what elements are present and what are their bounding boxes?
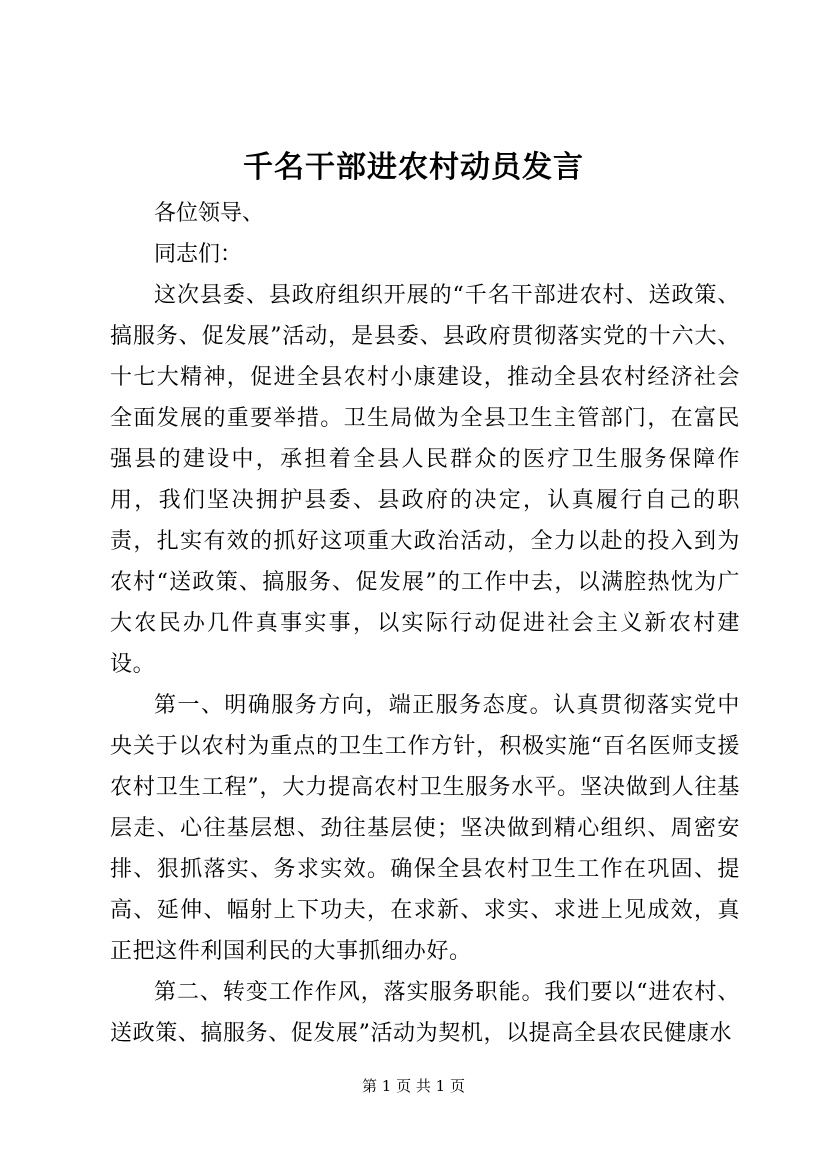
page-footer: 第 1 页 共 1 页: [362, 1077, 465, 1095]
document-title: 千名干部进农村动员发言: [243, 150, 584, 185]
document-body: [110, 193, 740, 1054]
paragraph-first-point: 第一、明确服务方向，端正服务态度。认真贯彻落实党中央关于以农村为重点的卫生工作方针，积极实施“百名医师支援农村卫生工程”，大力提高农村卫生服务水平。坚决做到人往基层走、心往基层想、劲往基层使；坚决做到精心组织、周密安排、狠抓落实、务求实效。确保全县农村卫生工作在巩固、提高、延伸、幅射上下功夫，在求新、求实、求进上见成效，真正把这件利国利民的大事抓细办好。: [110, 693, 740, 964]
paragraph-intro: 这次县委、县政府组织开展的“千名干部进农村、送政策、搞服务、促发展”活动，是县委、县政府贯彻落实党的十六大、十七大精神，促进全县农村小康建设，推动全县农村经济社会全面发展的重要举措。卫生局做为全县卫生主管部门，在富民强县的建设中，承担着全县人民群众的医疗卫生服务保障作用，我们坚决拥护县委、县政府的决定，认真履行自己的职责，扎实有效的抓好这项重大政治活动，全力以赴的投入到为农村“送政策、搞服务、促发展”的工作中去，以满腔热忱为广大农民办几件真事实事，以实际行动促进社会主义新农村建设。: [110, 283, 740, 677]
paragraph-second-point: 第二、转变工作作风，落实服务职能。我们要以“进农村、送政策、搞服务、促发展”活动为契机，以提高全县农民健康水: [110, 980, 740, 1046]
salutation-comrades: 同志们：: [154, 242, 243, 267]
salutation-leaders: 各位领导、: [154, 201, 265, 226]
